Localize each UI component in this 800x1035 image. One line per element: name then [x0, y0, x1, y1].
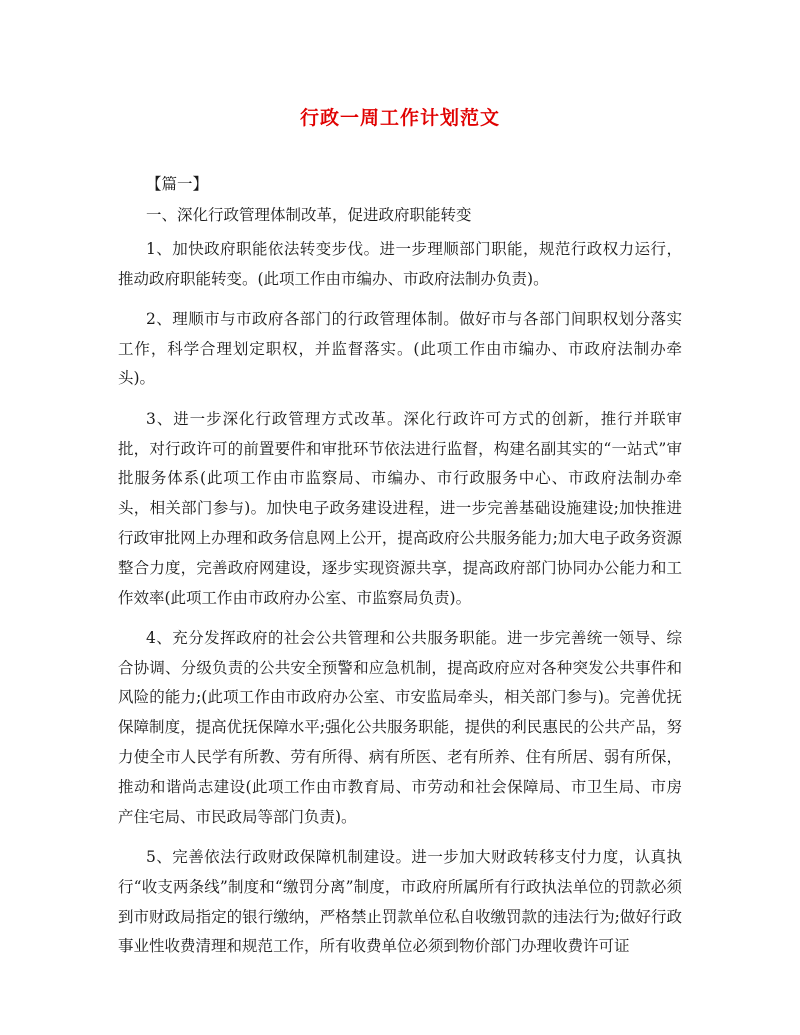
paragraph-item-3: 3、进一步深化行政管理方式改革。深化行政许可方式的创新，推行并联审批，对行政许可的前置要件和审批环节依法进行监督，构建名副其实的“一站式”审批服务体系(此项工作由市监察局、市编办、市行政服务中心、市政府法制办牵头，相关部门参与)。加快电子政务建设进程，进一步完善基础设施建设;加快推进行政审批网上办理和政务信息网上公开，提高政府公共服务能力;加大电子政务资源整合力度，完善政府网建设，逐步实现资源共享，提高政府部门协同办公能力和工作效率(此项工作由市政府办公室、市监察局负责)。 [118, 409, 682, 607]
document-body [118, 201, 682, 973]
paragraph-item-5: 5、完善依法行政财政保障机制建设。进一步加大财政转移支付力度，认真执行“收支两条线”制度和“缴罚分离”制度，市政府所属所有行政执法单位的罚款必须到市财政局指定的银行缴纳，严格禁止罚款单位私自收缴罚款的违法行为;做好行政事业性收费清理和规范工作，所有收费单位必须到物价部门办理收费许可证 [118, 847, 682, 956]
paragraph-item-2: 2、理顺市与市政府各部门的行政管理体制。做好市与各部门间职权划分落实工作，科学合理划定职权，并监督落实。(此项工作由市编办、市政府法制办牵头)。 [118, 309, 682, 388]
section-heading: 一、深化行政管理体制改革，促进政府职能转变 [146, 206, 472, 224]
section-label: 【篇一】 [146, 175, 209, 193]
paragraph-item-4: 4、充分发挥政府的社会公共管理和公共服务职能。进一步完善统一领导、综合协调、分级负责的公共安全预警和应急机制，提高政府应对各种突发公共事件和风险的能力;(此项工作由市政府办公室、市安监局牵头，相关部门参与)。完善优抚保障制度，提高优抚保障水平;强化公共服务职能，提供的利民惠民的公共产品，努力使全市人民学有所教、劳有所得、病有所医、老有所养、住有所居、弱有所保，推动和谐尚志建设(此项工作由市教育局、市劳动和社会保障局、市卫生局、市房产住宅局、市民政局等部门负责)。 [118, 628, 682, 826]
document-title: 行政一周工作计划范文 [299, 107, 500, 129]
paragraph-item-1: 1、加快政府职能依法转变步伐。进一步理顺部门职能，规范行政权力运行，推动政府职能转变。(此项工作由市编办、市政府法制办负责)。 [118, 239, 682, 288]
